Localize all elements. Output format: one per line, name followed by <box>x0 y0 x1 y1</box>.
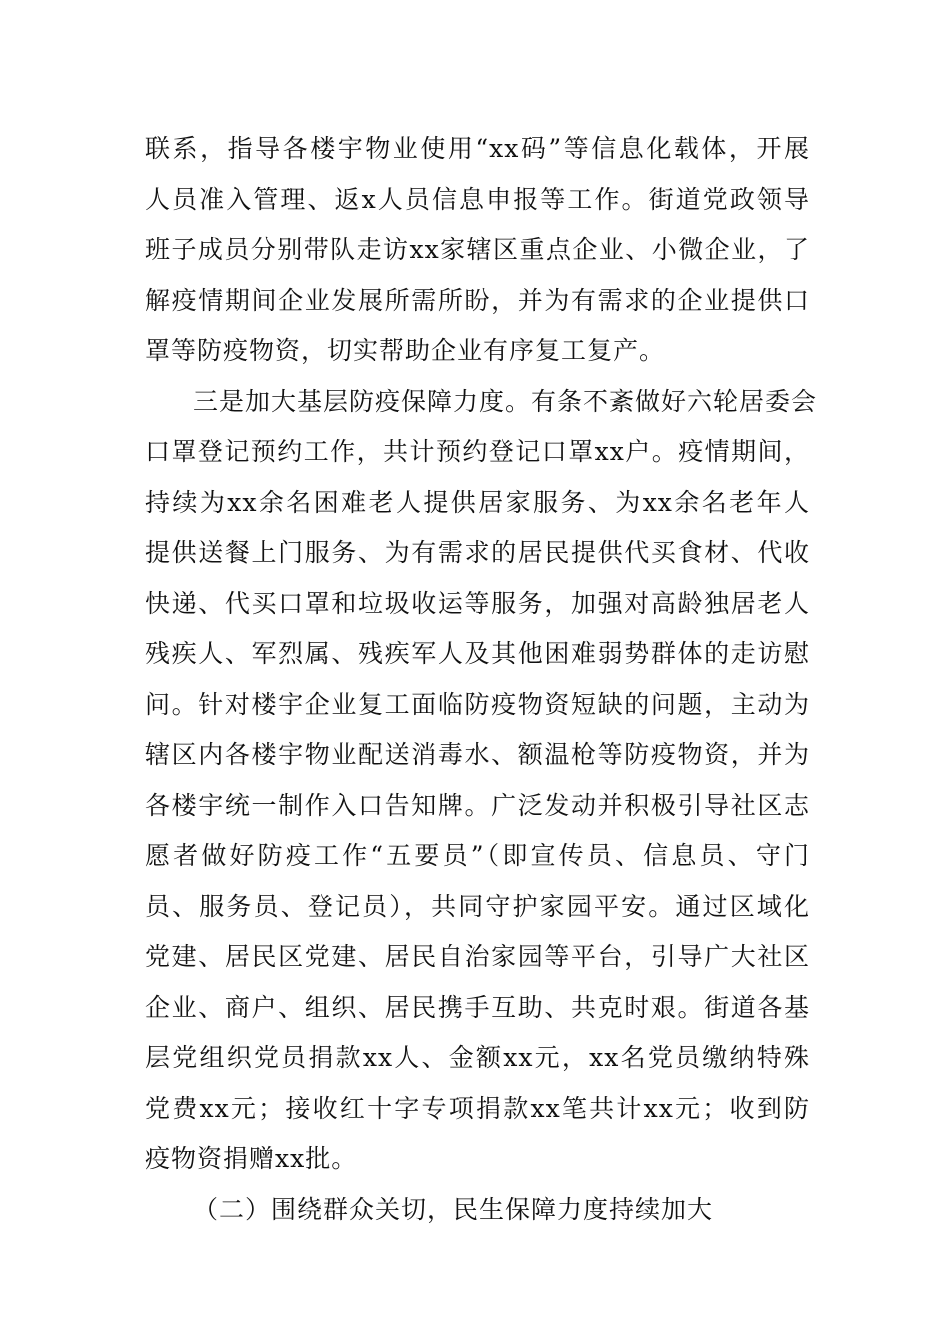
paragraph-1 <box>145 124 810 377</box>
paragraph-line: 层党组织党员捐款xx人、金额xx元，xx名党员缴纳特殊 <box>145 1043 810 1072</box>
paragraph-line: 党费xx元；接收红十字专项捐款xx笔共计xx元；收到防 <box>145 1093 810 1123</box>
paragraph-line: 提供送餐上门服务、为有需求的居民提供代买食材、代收 <box>145 538 810 567</box>
paragraph-line: 持续为xx余名困难老人提供居家服务、为xx余名老年人 <box>145 487 810 517</box>
paragraph-line: 三是加大基层防疫保障力度。有条不紊做好六轮居委会 <box>193 386 818 416</box>
paragraph-line: 罩等防疫物资，切实帮助企业有序复工复产。 <box>145 336 666 365</box>
paragraph-line: 员、服务员、登记员），共同守护家园平安。通过区域化 <box>145 891 810 921</box>
section-heading-text: （二）围绕群众关切，民生保障力度持续加大 <box>193 1194 714 1224</box>
paragraph-line: 解疫情期间企业发展所需所盼，并为有需求的企业提供口 <box>145 285 810 315</box>
paragraph-line: 愿者做好防疫工作“五要员”（即宣传员、信息员、守门 <box>145 841 810 870</box>
section-heading <box>145 1185 810 1236</box>
paragraph-line: 班子成员分别带队走访xx家辖区重点企业、小微企业，了 <box>145 235 810 264</box>
paragraph-line: 企业、商户、组织、居民携手互助、共克时艰。街道各基 <box>145 992 810 1022</box>
paragraph-line: 党建、居民区党建、居民自治家园等平台，引导广大社区 <box>145 942 810 971</box>
paragraph-line: 联系，指导各楼宇物业使用“xx码”等信息化载体，开展 <box>145 134 810 163</box>
paragraph-line: 人员准入管理、返x人员信息申报等工作。街道党政领导 <box>145 184 810 214</box>
paragraph-line: 疫物资捐赠xx批。 <box>145 1144 358 1173</box>
paragraph-line: 快递、代买口罩和垃圾收运等服务，加强对高龄独居老人 <box>145 588 810 618</box>
paragraph-line: 口罩登记预约工作，共计预约登记口罩xx户。疫情期间， <box>145 437 810 466</box>
paragraph-2 <box>145 377 818 1185</box>
paragraph-line: 残疾人、军烈属、残疾军人及其他困难弱势群体的走访慰 <box>145 639 810 668</box>
document-body <box>145 124 818 1235</box>
paragraph-line: 辖区内各楼宇物业配送消毒水、额温枪等防疫物资，并为 <box>145 740 810 769</box>
paragraph-line: 问。针对楼宇企业复工面临防疫物资短缺的问题，主动为 <box>145 689 810 719</box>
paragraph-line: 各楼宇统一制作入口告知牌。广泛发动并积极引导社区志 <box>145 790 810 820</box>
